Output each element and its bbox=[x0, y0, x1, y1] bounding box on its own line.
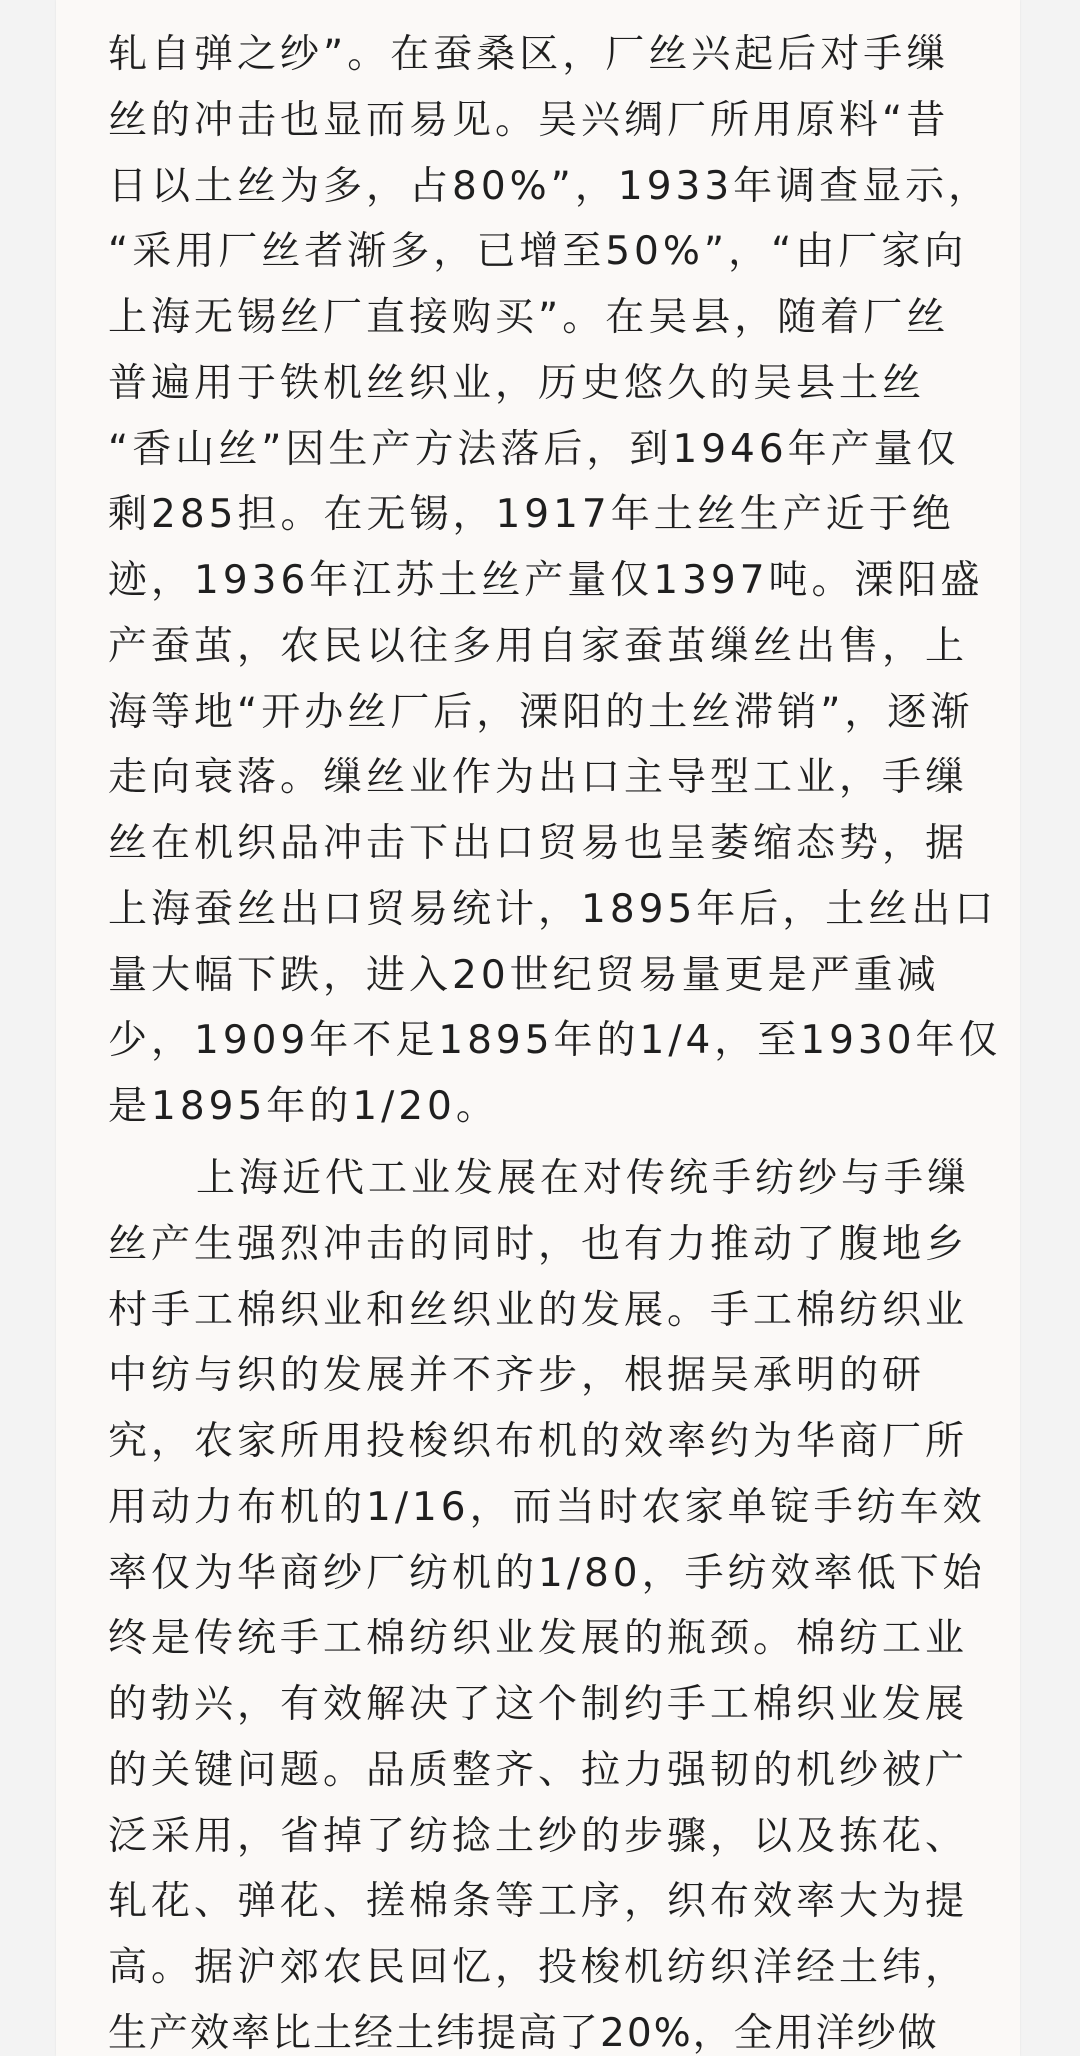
paragraph-line: 究，农家所用投梭织布机的效率约为华商厂所 bbox=[108, 1419, 969, 1464]
paragraph-line: 迹，1936年江苏土丝产量仅1397吨。溧阳盛 bbox=[108, 558, 984, 603]
paragraph-line: 海等地“开办丝厂后，溧阳的土丝滞销”，逐渐 bbox=[108, 690, 974, 735]
paragraph-line: 的勃兴，有效解决了这个制约手工棉织业发展 bbox=[108, 1682, 969, 1727]
paragraph-line: 率仅为华商纱厂纺机的1/80，手纺效率低下始 bbox=[108, 1551, 986, 1596]
paragraph-line: 中纺与织的发展并不齐步，根据吴承明的研 bbox=[108, 1353, 926, 1398]
paragraph-line: 产蚕茧，农民以往多用自家蚕茧缫丝出售，上 bbox=[108, 624, 969, 669]
paragraph-line: 是1895年的1/20。 bbox=[108, 1084, 499, 1129]
paragraph-line: 上海蚕丝出口贸易统计，1895年后，土丝出口 bbox=[108, 887, 998, 932]
paragraph-line: 量大幅下跌，进入20世纪贸易量更是严重减 bbox=[108, 953, 940, 998]
paragraph-line: 上海无锡丝厂直接购买”。在吴县，随着厂丝 bbox=[108, 295, 950, 340]
paragraph-line: 少，1909年不足1895年的1/4，至1930年仅 bbox=[108, 1018, 1002, 1063]
paragraph-line: 用动力布机的1/16，而当时农家单锭手纺车效 bbox=[108, 1485, 986, 1530]
paragraph-first-line: 上海近代工业发展在对传统手纺纱与手缫 bbox=[196, 1156, 971, 1201]
paragraph-line: 的关键问题。品质整齐、拉力强韧的机纱被广 bbox=[108, 1748, 969, 1793]
paragraph-line: 轧花、弹花、搓棉条等工序，织布效率大为提 bbox=[108, 1879, 969, 1924]
paragraph-line-cut-off: 生产效率比土经土纬提高了20%，全用洋纱做 bbox=[108, 2011, 939, 2056]
paragraph-line: 村手工棉织业和丝织业的发展。手工棉纺织业 bbox=[108, 1288, 969, 1333]
paragraph-line: 高。据沪郊农民回忆，投梭机纺织洋经土纬， bbox=[108, 1945, 969, 1990]
paragraph-line: 丝的冲击也显而易见。吴兴绸厂所用原料“昔 bbox=[108, 98, 950, 143]
paragraph-line: “采用厂丝者渐多，已增至50%”，“由厂家向 bbox=[108, 229, 968, 274]
document-page bbox=[56, 0, 1020, 2056]
paragraph-line: 普遍用于铁机丝织业，历史悠久的吴县土丝 bbox=[108, 361, 926, 406]
paragraph-line: “香山丝”因生产方法落后，到1946年产量仅 bbox=[108, 427, 960, 472]
paragraph-line: 轧自弹之纱”。在蚕桑区，厂丝兴起后对手缫 bbox=[108, 32, 950, 77]
paragraph-line: 丝产生强烈冲击的同时，也有力推动了腹地乡 bbox=[108, 1222, 969, 1267]
paragraph-line: 走向衰落。缫丝业作为出口主导型工业，手缫 bbox=[108, 755, 969, 800]
paragraph-line: 丝在机织品冲击下出口贸易也呈萎缩态势，据 bbox=[108, 821, 969, 866]
paragraph-line: 泛采用，省掉了纺捻土纱的步骤，以及拣花、 bbox=[108, 1814, 969, 1859]
paragraph-line: 剩285担。在无锡，1917年土丝生产近于绝 bbox=[108, 492, 955, 537]
paragraph-line: 日以土丝为多，占80%”，1933年调查显示， bbox=[108, 164, 992, 209]
paragraph-line: 终是传统手工棉纺织业发展的瓶颈。棉纺工业 bbox=[108, 1616, 969, 1661]
